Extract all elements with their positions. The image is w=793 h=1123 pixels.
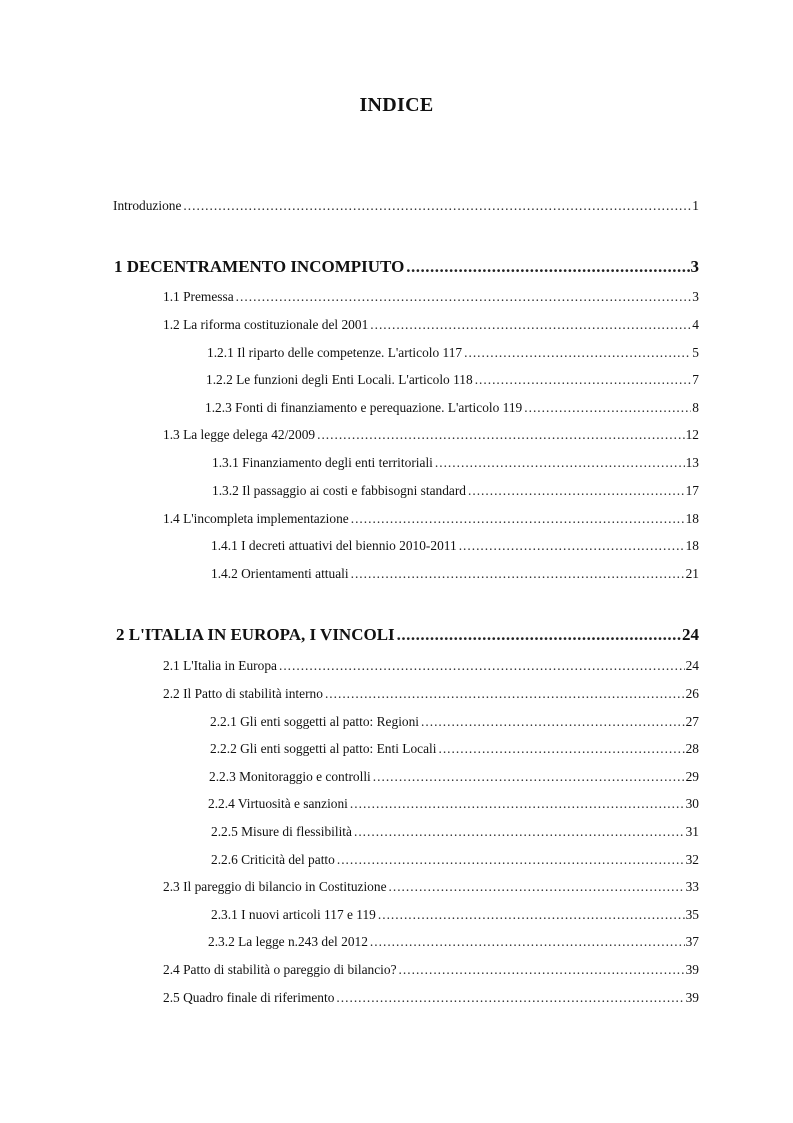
toc-entry-label: 2.2.5 Misure di flessibilità	[211, 824, 352, 839]
toc-entry-label: 1.3.2 Il passaggio ai costi e fabbisogni standard	[212, 483, 466, 498]
toc-entry-label: 2.3 Il pareggio di bilancio in Costituzione	[163, 879, 387, 894]
dot-leader	[459, 537, 685, 555]
toc-entry-1-1[interactable]	[163, 288, 699, 306]
toc-entry-page: 18	[685, 538, 699, 553]
dot-leader	[325, 685, 685, 703]
toc-entry-1-3[interactable]	[163, 426, 699, 444]
toc-entry-page: 29	[685, 769, 699, 784]
toc-entry-label: 2.2 Il Patto di stabilità interno	[163, 686, 323, 701]
toc-entry-1-3-2[interactable]	[212, 482, 699, 500]
toc-entry-page: 26	[685, 686, 699, 701]
toc-entry-page: 33	[685, 879, 699, 894]
page-title: INDICE	[359, 94, 434, 116]
toc-entry-2-2-4[interactable]	[208, 795, 699, 813]
toc-entry-page: 4	[692, 317, 699, 332]
toc-entry-label: 1.4.1 I decreti attuativi del biennio 2010-2011	[211, 538, 457, 553]
toc-entry-1-2-3[interactable]	[205, 399, 699, 417]
toc-entry-label: 1.4 L'incompleta implementazione	[163, 511, 349, 526]
toc-chapter-label: 1 DECENTRAMENTO INCOMPIUTO	[114, 257, 405, 276]
dot-leader	[370, 316, 691, 334]
toc-entry-2-2[interactable]	[163, 685, 699, 703]
dot-leader	[183, 197, 691, 215]
toc-entry-label: 2.2.1 Gli enti soggetti al patto: Regioni	[210, 714, 420, 729]
toc-chapter-2[interactable]	[116, 624, 699, 646]
toc-entry-page: 35	[685, 907, 699, 922]
toc-entry-page: 7	[692, 372, 699, 387]
toc-entry-page: 39	[685, 990, 699, 1005]
toc-entry-page: 31	[685, 824, 699, 839]
dot-leader	[279, 657, 685, 675]
toc-entry-page: 32	[685, 852, 699, 867]
toc-entry-page: 28	[685, 741, 699, 756]
dot-leader	[350, 795, 685, 813]
toc-entry-1-4[interactable]	[163, 510, 699, 528]
toc-entry-label: 2.4 Patto di stabilità o pareggio di bilancio?	[163, 962, 397, 977]
dot-leader	[389, 878, 685, 896]
toc-chapter-1[interactable]	[114, 256, 699, 278]
toc-entry-label: Introduzione	[113, 198, 182, 213]
dot-leader	[435, 454, 685, 472]
dot-leader	[468, 482, 685, 500]
toc-entry-label: 2.1 L'Italia in Europa	[163, 658, 277, 673]
toc-entry-label: 1.2.2 Le funzioni degli Enti Locali. L'articolo 118	[206, 372, 473, 387]
dot-leader	[464, 344, 691, 362]
toc-entry-page: 30	[685, 796, 699, 811]
toc-entry-page: 24	[685, 658, 699, 673]
dot-leader	[399, 961, 685, 979]
toc-entry-1-2-2[interactable]	[206, 371, 699, 389]
toc-chapter-page: 3	[690, 257, 699, 276]
toc-entry-2-3-1[interactable]	[211, 906, 699, 924]
toc-entry-label: 2.2.6 Criticità del patto	[211, 852, 335, 867]
toc-chapter-label: 2 L'ITALIA IN EUROPA, I VINCOLI	[116, 625, 395, 644]
toc-entry-label: 1.3 La legge delega 42/2009	[163, 427, 316, 442]
toc-entry-label: 1.2 La riforma costituzionale del 2001	[163, 317, 369, 332]
toc-entry-label: 2.3.2 La legge n.243 del 2012	[208, 934, 368, 949]
dot-leader	[378, 906, 685, 924]
toc-entry-page: 5	[692, 345, 699, 360]
toc-entry-1-4-2[interactable]	[211, 565, 699, 583]
toc-entry-1-2-1[interactable]	[207, 344, 699, 362]
toc-entry-1-2[interactable]	[163, 316, 699, 334]
dot-leader	[421, 713, 685, 731]
toc-entry-label: 1.4.2 Orientamenti attuali	[211, 566, 349, 581]
toc-entry-page: 13	[685, 455, 699, 470]
toc-entry-introduzione[interactable]	[113, 197, 699, 215]
toc-entry-label: 2.2.4 Virtuosità e sanzioni	[208, 796, 348, 811]
toc-entry-label: 1.2.1 Il riparto delle competenze. L'articolo 117	[207, 345, 463, 360]
dot-leader	[336, 989, 684, 1007]
toc-entry-label: 1.2.3 Fonti di finanziamento e perequazione. L'articolo 119	[205, 400, 523, 415]
toc-entry-2-2-2[interactable]	[210, 740, 699, 758]
toc-entry-label: 1.3.1 Finanziamento degli enti territoriali	[212, 455, 433, 470]
dot-leader	[438, 740, 684, 758]
toc-entry-page: 37	[685, 934, 699, 949]
dot-leader	[397, 624, 681, 646]
toc-entry-2-1[interactable]	[163, 657, 699, 675]
dot-leader	[337, 851, 685, 869]
toc-entry-page: 12	[685, 427, 699, 442]
toc-entry-2-3[interactable]	[163, 878, 699, 896]
toc-entry-label: 1.1 Premessa	[163, 289, 234, 304]
dot-leader	[354, 823, 685, 841]
toc-entry-label: 2.2.2 Gli enti soggetti al patto: Enti Locali	[210, 741, 437, 756]
dot-leader	[317, 426, 685, 444]
toc-entry-page: 8	[692, 400, 699, 415]
dot-leader	[370, 933, 685, 951]
dot-leader	[351, 510, 685, 528]
toc-entry-label: 2.2.3 Monitoraggio e controlli	[209, 769, 371, 784]
toc-entry-2-5[interactable]	[163, 989, 699, 1007]
toc-entry-label: 2.3.1 I nuovi articoli 117 e 119	[211, 907, 376, 922]
toc-entry-page: 21	[685, 566, 699, 581]
toc-entry-2-2-6[interactable]	[211, 851, 699, 869]
toc-entry-2-2-1[interactable]	[210, 713, 699, 731]
toc-entry-2-2-5[interactable]	[211, 823, 699, 841]
dot-leader	[236, 288, 692, 306]
toc-entry-page: 1	[692, 198, 699, 213]
toc-entry-2-3-2[interactable]	[208, 933, 699, 951]
dot-leader	[351, 565, 685, 583]
dot-leader	[373, 768, 685, 786]
dot-leader	[475, 371, 692, 389]
toc-entry-page: 17	[685, 483, 699, 498]
dot-leader	[524, 399, 691, 417]
toc-entry-page: 3	[692, 289, 699, 304]
toc-entry-1-3-1[interactable]	[212, 454, 699, 472]
toc-chapter-page: 24	[682, 625, 699, 644]
toc-entry-label: 2.5 Quadro finale di riferimento	[163, 990, 335, 1005]
toc-entry-2-4[interactable]	[163, 961, 699, 979]
toc-entry-1-4-1[interactable]	[211, 537, 699, 555]
toc-entry-page: 18	[685, 511, 699, 526]
toc-entry-page: 39	[685, 962, 699, 977]
toc-entry-2-2-3[interactable]	[209, 768, 699, 786]
toc-entry-page: 27	[685, 714, 699, 729]
dot-leader	[406, 256, 689, 278]
